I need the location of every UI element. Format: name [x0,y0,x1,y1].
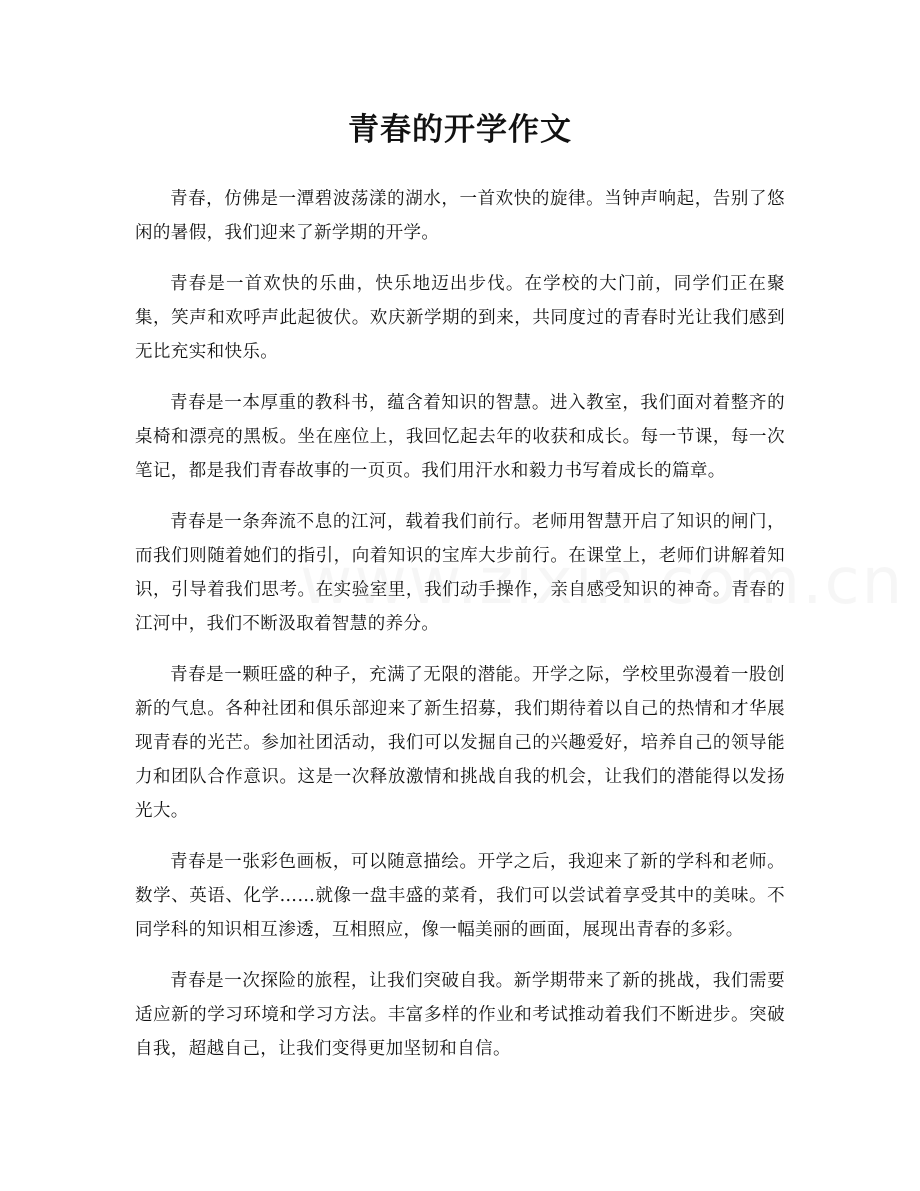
paragraph: 青春是一首欢快的乐曲，快乐地迈出步伐。在学校的大门前，同学们正在聚集，笑声和欢呼声此起彼伏。欢庆新学期的到来，共同度过的青春时光让我们感到无比充实和快乐。 [135,274,785,362]
document-title: 青春的开学作文 [348,112,572,148]
paragraph: 青春是一次探险的旅程，让我们突破自我。新学期带来了新的挑战，我们需要适应新的学习环境和学习方法。丰富多样的作业和考试推动着我们不断进步。突破自我，超越自己，让我们变得更加坚韧和自信。 [135,971,785,1059]
paragraph: 青春是一条奔流不息的江河，载着我们前行。老师用智慧开启了知识的闸门，而我们则随着她们的指引，向着知识的宝库大步前行。在课堂上，老师们讲解着知识，引导着我们思考。在实验室里，我们动手操作，亲自感受知识的神奇。青春的江河中，我们不断汲取着智慧的养分。 [135,512,785,634]
document-body [135,182,785,1083]
paragraph: 青春，仿佛是一潭碧波荡漾的湖水，一首欢快的旋律。当钟声响起，告别了悠闲的暑假，我们迎来了新学期的开学。 [135,189,785,243]
paragraph: 青春是一张彩色画板，可以随意描绘。开学之后，我迎来了新的学科和老师。数学、英语、化学……就像一盘丰盛的菜肴，我们可以尝试着享受其中的美味。不同学科的知识相互渗透，互相照应，像一幅美丽的画面，展现出青春的多彩。 [135,852,785,940]
paragraph: 青春是一颗旺盛的种子，充满了无限的潜能。开学之际，学校里弥漫着一股创新的气息。各种社团和俱乐部迎来了新生招募，我们期待着以自己的热情和才华展现青春的光芒。参加社团活动，我们可以发掘自己的兴趣爱好，培养自己的领导能力和团队合作意识。这是一次释放激情和挑战自我的机会，让我们的潜能得以发扬光大。 [135,665,785,821]
paragraph: 青春是一本厚重的教科书，蕴含着知识的智慧。进入教室，我们面对着整齐的桌椅和漂亮的黑板。坐在座位上，我回忆起去年的收获和成长。每一节课，每一次笔记，都是我们青春故事的一页页。我们用汗水和毅力书写着成长的篇章。 [135,393,785,481]
